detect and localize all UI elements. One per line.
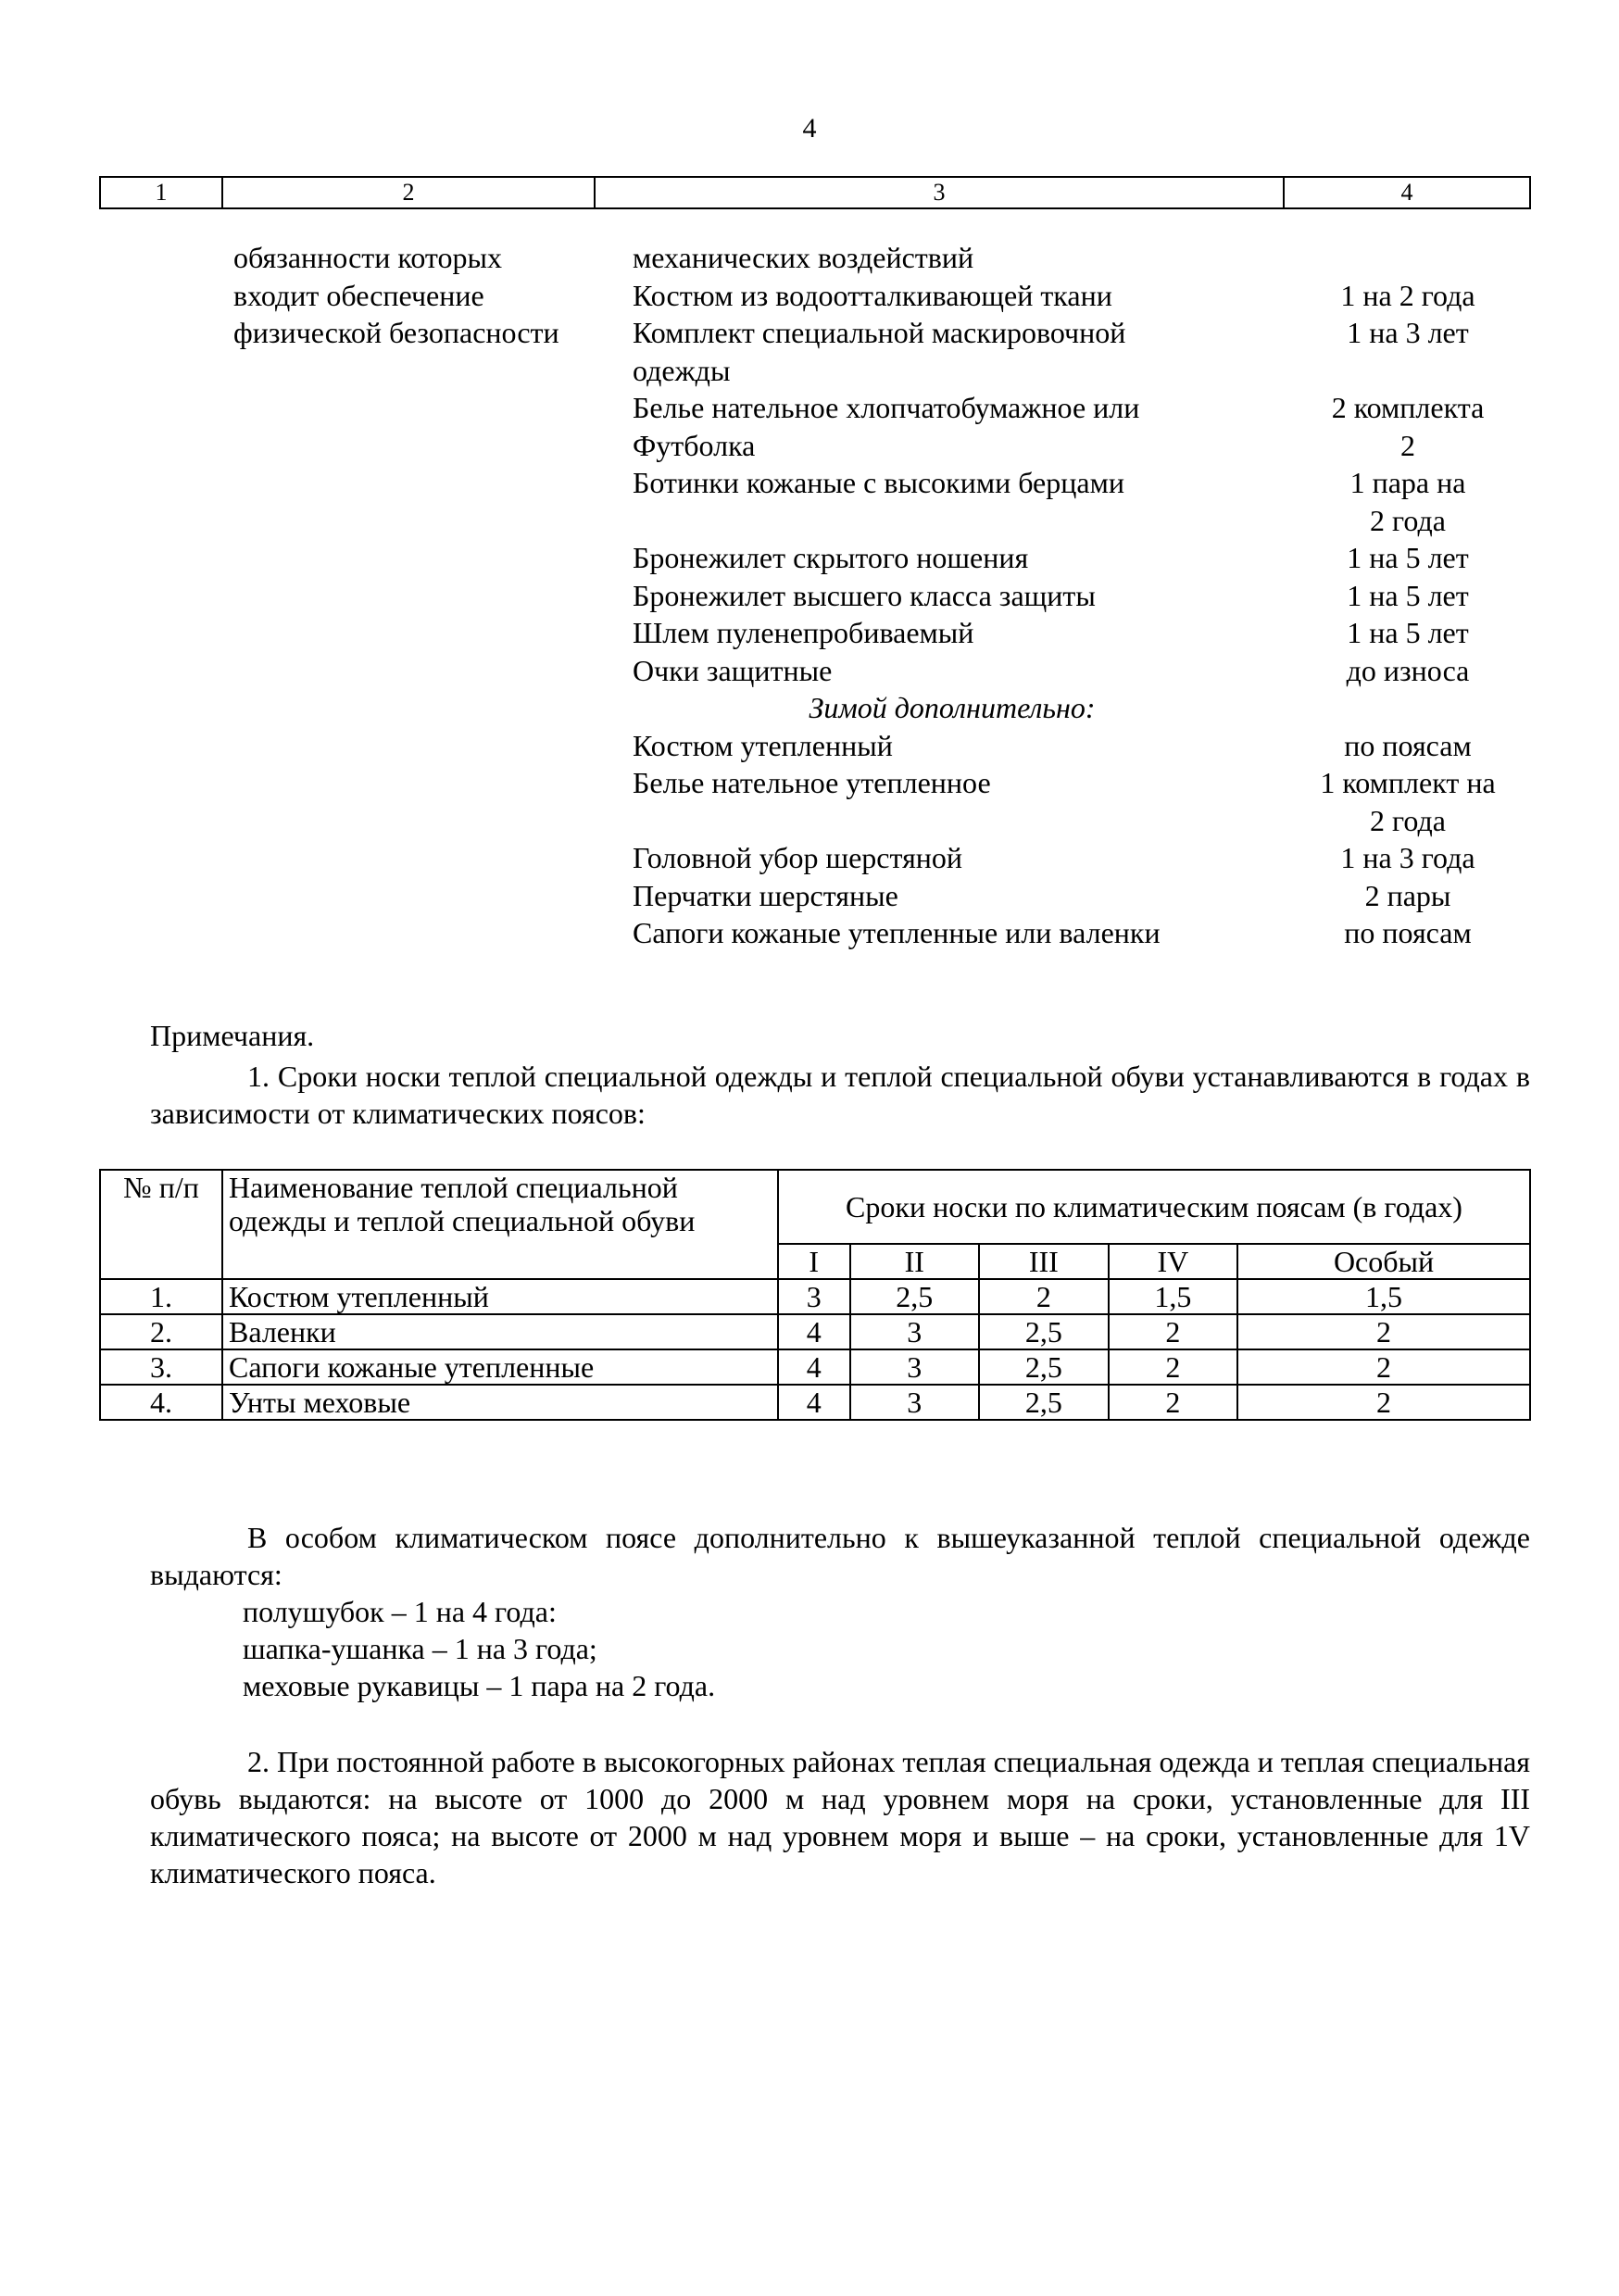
row-num: 4. <box>100 1385 222 1420</box>
row-value: 2 <box>979 1279 1109 1314</box>
table-row <box>100 1314 1530 1349</box>
item-name: Перчатки шерстяные <box>633 878 898 912</box>
item-name: механических воздействий <box>633 241 974 274</box>
item-name: Бронежилет скрытого ношения <box>633 541 1029 574</box>
item-norm: 2 года <box>1370 803 1446 837</box>
table-row <box>100 1349 1530 1385</box>
row-value: 1,5 <box>1109 1279 1238 1314</box>
item-norm: до износа <box>1346 653 1470 687</box>
row-value: 2 <box>1237 1385 1530 1420</box>
item-name: Сапоги кожаные утепленные или валенки <box>633 916 1161 949</box>
item-name: одежды <box>633 353 731 387</box>
row-value: 3 <box>850 1314 980 1349</box>
row-name: Костюм утепленный <box>222 1279 778 1314</box>
row-value: 2,5 <box>850 1279 980 1314</box>
row-value: 4 <box>778 1314 850 1349</box>
row-name: Валенки <box>222 1314 778 1349</box>
item-name: Комплект специальной маскировочной <box>633 316 1126 349</box>
header-item-name: Наименование теплой специальной одежды и теплой специальной обуви <box>222 1170 778 1279</box>
item-norm: 2 <box>1400 428 1415 462</box>
zone-header: I <box>778 1244 850 1279</box>
row-value: 2 <box>1237 1314 1530 1349</box>
position-text: входит обеспечение <box>233 278 484 312</box>
item-name: Белье нательное утепленное <box>633 766 991 799</box>
row-value: 4 <box>778 1385 850 1420</box>
row-value: 2,5 <box>979 1385 1109 1420</box>
item-norm: 1 на 3 лет <box>1347 316 1469 349</box>
table-row <box>100 1385 1530 1420</box>
item-norm: 2 комплекта <box>1331 391 1485 424</box>
note-2: 2. При постоянной работе в высокогорных районах теплая специальная одежда и теплая специальная обувь выдаются: на высоте от 1000 до 2000 м над уровнем моря на сроки, установленные для III климатического пояса; на высоте от 2000 м над уровнем моря и выше – на сроки, установленные для 1V климатического пояса. <box>150 1745 1530 1889</box>
item-norm: 1 на 5 лет <box>1347 616 1469 649</box>
position-text: физической безопасности <box>233 316 559 349</box>
item-name: Ботинки кожаные с высокими берцами <box>633 466 1124 499</box>
note-1: 1. Сроки носки теплой специальной одежды и теплой специальной обуви устанавливаются в годах в зависимости от климатических поясов: <box>150 1060 1530 1130</box>
header-terms: Сроки носки по климатическим поясам (в годах) <box>778 1170 1530 1244</box>
notes-title: Примечания. <box>150 1019 315 1052</box>
row-num: 3. <box>100 1349 222 1385</box>
item-name: Головной убор шерстяной <box>633 841 963 874</box>
row-num: 2. <box>100 1314 222 1349</box>
position-text: обязанности которых <box>233 241 502 274</box>
extra-item: меховые рукавицы – 1 пара на 2 года. <box>243 1669 716 1702</box>
item-norm: 1 на 5 лет <box>1347 578 1469 612</box>
row-value: 3 <box>778 1279 850 1314</box>
row-value: 3 <box>850 1385 980 1420</box>
column-number-3: 3 <box>594 178 1283 207</box>
item-norm: по поясам <box>1344 728 1472 762</box>
column-number-4: 4 <box>1283 178 1529 207</box>
winter-heading: Зимой дополнительно: <box>809 691 1096 724</box>
item-norm: по поясам <box>1344 916 1472 949</box>
item-norm: 1 на 2 года <box>1340 278 1475 312</box>
column-number-header <box>99 176 1531 209</box>
item-name: Костюм утепленный <box>633 728 893 762</box>
table-row <box>100 1279 1530 1314</box>
row-value: 2 <box>1109 1385 1238 1420</box>
row-name: Сапоги кожаные утепленные <box>222 1349 778 1385</box>
row-value: 2 <box>1237 1349 1530 1385</box>
row-name: Унты меховые <box>222 1385 778 1420</box>
column-number-2: 2 <box>221 178 594 207</box>
zone-header: IV <box>1109 1244 1238 1279</box>
item-name: Костюм из водоотталкивающей ткани <box>633 278 1112 312</box>
climate-zones-table <box>99 1169 1531 1421</box>
header-num: № п/п <box>100 1170 222 1279</box>
row-value: 2,5 <box>979 1349 1109 1385</box>
row-value: 2 <box>1109 1349 1238 1385</box>
row-num: 1. <box>100 1279 222 1314</box>
special-zone-paragraph: В особом климатическом поясе дополнительно к вышеуказанной теплой специальной одежде выдаются: <box>150 1521 1530 1591</box>
item-norm: 1 на 3 года <box>1340 841 1475 874</box>
zone-header: II <box>850 1244 980 1279</box>
extra-item: полушубок – 1 на 4 года: <box>243 1595 557 1628</box>
item-name: Шлем пуленепробиваемый <box>633 616 974 649</box>
row-value: 1,5 <box>1237 1279 1530 1314</box>
item-name: Бронежилет высшего класса защиты <box>633 578 1096 612</box>
extra-item: шапка-ушанка – 1 на 3 года; <box>243 1632 597 1665</box>
zone-header: III <box>979 1244 1109 1279</box>
zone-header: Особый <box>1237 1244 1530 1279</box>
item-norm: 2 пары <box>1364 878 1451 912</box>
item-norm: 1 пара на <box>1349 466 1466 499</box>
continued-norms-list <box>0 241 1619 954</box>
row-value: 3 <box>850 1349 980 1385</box>
row-value: 2 <box>1109 1314 1238 1349</box>
item-name: Очки защитные <box>633 653 833 687</box>
item-norm: 2 года <box>1370 503 1446 537</box>
item-norm: 1 на 5 лет <box>1347 541 1469 574</box>
item-name: Белье нательное хлопчатобумажное или <box>633 391 1140 424</box>
column-number-1: 1 <box>155 179 168 206</box>
item-name: Футболка <box>633 428 756 462</box>
item-norm: 1 комплект на <box>1320 766 1496 799</box>
row-value: 4 <box>778 1349 850 1385</box>
row-value: 2,5 <box>979 1314 1109 1349</box>
page-number: 4 <box>802 113 817 144</box>
